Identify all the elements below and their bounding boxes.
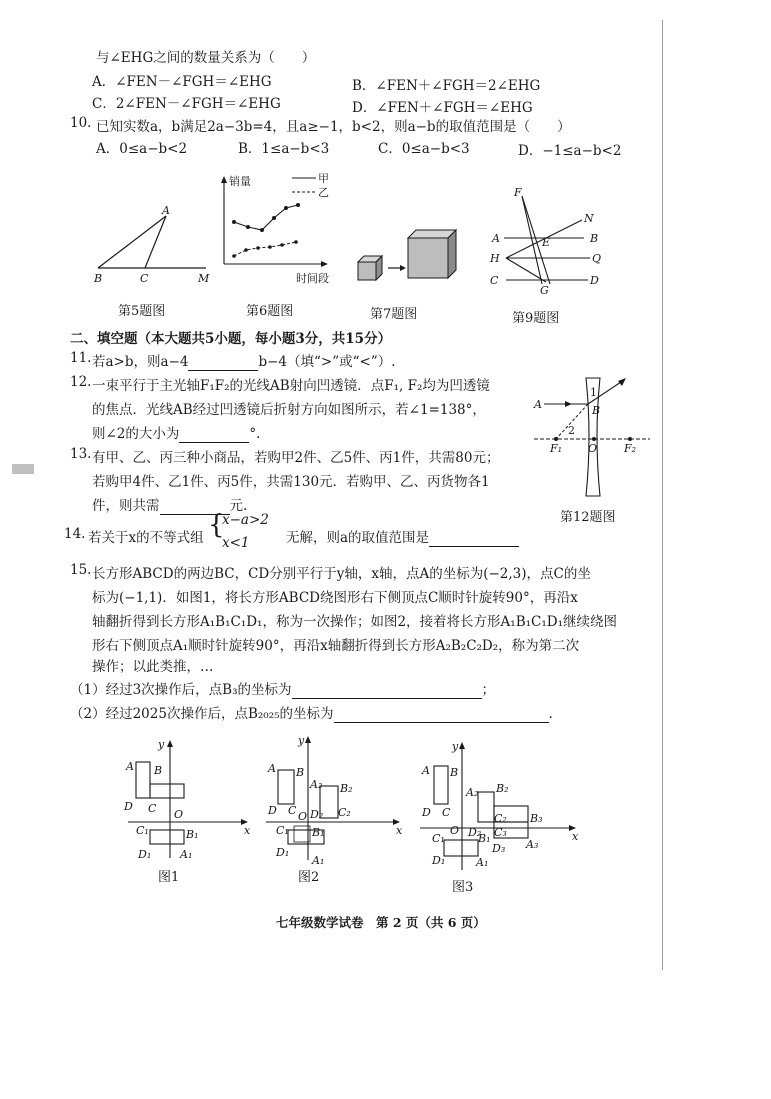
fig9-label-q: Q xyxy=(592,252,602,265)
section2-title: 二、填空题（本大题共5小题，每小题3分，共15分） xyxy=(70,331,392,347)
fig5-label-b: B xyxy=(94,272,103,285)
fig7-caption: 第7题图 xyxy=(370,307,418,322)
q13-line3-post: 元. xyxy=(229,498,248,514)
q10-number: 10. xyxy=(70,115,92,131)
fig9-caption: 第9题图 xyxy=(512,311,560,326)
q14-ineq2: x<1 xyxy=(222,535,250,551)
q11-text xyxy=(92,350,396,371)
svg-text:B₁: B₁ xyxy=(478,832,491,845)
fig9-label-g: G xyxy=(540,284,549,296)
q9-option-a: A．∠FEN－∠FGH＝∠EHG xyxy=(92,74,272,90)
q15-fig3-caption: 图3 xyxy=(452,880,474,895)
fig6-caption: 第6题图 xyxy=(246,304,294,319)
fig9-label-n: N xyxy=(584,212,594,225)
svg-text:A₃: A₃ xyxy=(526,838,539,851)
fig9-label-h: H xyxy=(490,252,500,265)
svg-text:D: D xyxy=(268,804,277,817)
svg-text:y: y xyxy=(298,734,305,747)
q14-brace: { xyxy=(208,510,225,540)
svg-text:D: D xyxy=(422,806,431,819)
fig12-label-f2: F₂ xyxy=(624,442,637,455)
q15-sub2 xyxy=(70,702,553,723)
fig6-xlabel: 时间段 xyxy=(296,272,329,285)
svg-text:A₂: A₂ xyxy=(466,786,479,799)
svg-text:C: C xyxy=(442,806,451,819)
svg-text:D₁: D₁ xyxy=(432,854,446,867)
q14-post: 无解，则a的取值范围是 xyxy=(286,530,430,546)
fig9-label-c: C xyxy=(490,274,499,287)
fig9-label-e: E xyxy=(542,236,551,249)
svg-text:D₂: D₂ xyxy=(310,808,324,821)
svg-text:A: A xyxy=(268,762,276,775)
svg-text:C₁: C₁ xyxy=(136,824,149,837)
q15-fig1-caption: 图1 xyxy=(158,870,180,885)
svg-text:B: B xyxy=(296,766,305,779)
q11-text-post: b−4（填“>”或“<”）. xyxy=(258,354,396,370)
q15-line5: 操作；以此类推，… xyxy=(92,659,214,675)
svg-text:B: B xyxy=(154,764,163,777)
q12-line1: 一束平行于主光轴F₁F₂的光线AB射向凹透镜．点F₁, F₂均为凹透镜 xyxy=(92,378,490,394)
svg-text:C₁: C₁ xyxy=(432,832,445,845)
q15-sub1-blank xyxy=(292,682,482,699)
svg-text:B₂: B₂ xyxy=(496,782,509,795)
fig12-label-a: A xyxy=(534,398,542,411)
q15-line4: 形右下侧顶点A₁顺时针旋转90°，再沿x轴翻折得到长方形A₂B₂C₂D₂，称为第二次 xyxy=(92,638,580,654)
fig5-caption: 第5题图 xyxy=(118,304,166,319)
q15-fig2-caption: 图2 xyxy=(298,870,320,885)
q10-option-a: A．0≤a−b<2 xyxy=(96,141,188,157)
svg-text:y: y xyxy=(452,740,459,753)
fig9-label-a: A xyxy=(492,232,500,245)
q12-line3-pre: 则∠2的大小为 xyxy=(92,426,180,442)
q15-sub2-pre: （2）经过2025次操作后，点B₂₀₂₅的坐标为 xyxy=(70,706,334,722)
svg-text:A: A xyxy=(422,764,430,777)
svg-text:y: y xyxy=(158,738,165,751)
q12-line2: 的焦点．光线AB经过凹透镜后折射方向如图所示，若∠1=138°， xyxy=(92,402,486,418)
q13-line3-pre: 件，则共需 xyxy=(92,498,160,514)
fig9-label-f: F xyxy=(514,186,522,199)
svg-text:B₁: B₁ xyxy=(186,828,199,841)
q14-blank xyxy=(429,530,519,547)
fig5-label-a: A xyxy=(162,204,170,217)
q13-line2: 若购甲4件、乙1件、丙5件，共需130元．若购甲、乙、丙货物各1 xyxy=(92,474,490,490)
q15-sub1 xyxy=(70,678,495,699)
svg-text:B: B xyxy=(450,766,459,779)
page-footer: 七年级数学试卷 第 2 页（共 6 页） xyxy=(276,915,486,930)
fig9-label-b: B xyxy=(590,232,599,245)
q12-number: 12. xyxy=(70,374,92,390)
svg-text:C₂: C₂ xyxy=(494,812,507,825)
q15-sub1-pre: （1）经过3次操作后，点B₃的坐标为 xyxy=(70,682,292,698)
q14-pre: 若关于x的不等式组 xyxy=(88,530,204,546)
svg-text:x: x xyxy=(396,824,403,837)
q15-line2: 标为(−1,1)．如图1，将长方形ABCD绕图形右下侧顶点C顺时针旋转90°，再沿x xyxy=(92,590,578,606)
fig6-legend-a: 甲 xyxy=(318,172,329,185)
svg-text:O: O xyxy=(174,808,184,821)
svg-text:A₁: A₁ xyxy=(476,856,489,869)
page-edge-line xyxy=(662,20,663,970)
svg-text:A₂: A₂ xyxy=(310,778,323,791)
q15-sub2-post: . xyxy=(548,706,553,722)
q9-option-d: D．∠FEN＋∠FGH＝∠EHG xyxy=(352,100,533,116)
q13-line1: 有甲、乙、丙三种小商品，若购甲2件、乙5件、丙1件，共需80元； xyxy=(92,450,500,466)
fig12-label-b: B xyxy=(592,404,601,417)
svg-text:A: A xyxy=(126,760,134,773)
svg-text:O: O xyxy=(450,824,460,837)
q15-sub2-blank xyxy=(334,706,549,723)
fig6-legend-b: 乙 xyxy=(318,186,329,199)
q10-option-c: C．0≤a−b<3 xyxy=(378,141,470,157)
svg-text:C₂: C₂ xyxy=(338,806,351,819)
q12-line3 xyxy=(92,422,270,443)
q12-blank xyxy=(179,426,249,443)
q12-line3-post: °． xyxy=(249,426,270,442)
q14-post-wrap xyxy=(286,526,519,547)
q9-option-c: C．2∠FEN－∠FGH＝∠EHG xyxy=(92,96,281,112)
q11-number: 11. xyxy=(70,350,92,366)
svg-text:B₁: B₁ xyxy=(312,826,325,839)
svg-text:A₁: A₁ xyxy=(312,854,325,864)
svg-text:x: x xyxy=(572,830,579,843)
svg-text:D₃: D₃ xyxy=(492,842,506,855)
svg-text:C: C xyxy=(288,804,297,817)
q9-option-b: B．∠FEN＋∠FGH＝2∠EHG xyxy=(352,78,541,94)
fig9-label-d: D xyxy=(590,274,599,287)
svg-text:O: O xyxy=(298,810,308,823)
fig5-label-c: C xyxy=(140,272,149,285)
q15-line3: 轴翻折得到长方形A₁B₁C₁D₁，称为一次操作；如图2，接着将长方形A₁B₁C₁D₁继续绕图 xyxy=(92,614,618,630)
q14-number: 14. xyxy=(64,526,86,542)
q10-option-d: D．−1≤a−b<2 xyxy=(518,143,622,159)
svg-text:D₁: D₁ xyxy=(138,848,152,861)
svg-text:C₃: C₃ xyxy=(494,826,507,839)
q11-blank xyxy=(188,354,258,371)
svg-text:B₂: B₂ xyxy=(340,782,353,795)
fig12-label-angle2: 2 xyxy=(568,424,575,437)
q15-sub1-post: ； xyxy=(481,682,496,698)
q14-ineq1: x−a>2 xyxy=(222,512,269,528)
svg-text:C: C xyxy=(148,802,157,815)
fig12-label-f1: F₁ xyxy=(550,442,563,455)
q13-number: 13. xyxy=(70,446,92,462)
svg-text:D₂: D₂ xyxy=(468,826,482,839)
q15-line1: 长方形ABCD的两边BC，CD分别平行于y轴，x轴，点A的坐标为(−2,3)，点C的坐 xyxy=(92,566,591,582)
svg-text:B₃: B₃ xyxy=(530,812,543,825)
svg-text:D: D xyxy=(124,800,133,813)
svg-text:x: x xyxy=(244,824,251,837)
q10-stem: 已知实数a，b满足2a−3b=4，且a≥−1，b<2，则a−b的取值范围是（ ） xyxy=(96,119,571,135)
q10-option-b: B．1≤a−b<3 xyxy=(238,141,330,157)
svg-text:A₁: A₁ xyxy=(180,848,193,861)
fig5-label-m: M xyxy=(198,272,210,285)
fig12-caption: 第12题图 xyxy=(560,510,616,525)
q11-text-pre: 若a>b，则a−4 xyxy=(92,354,189,370)
fig12-label-o: O xyxy=(588,442,598,455)
q9-stem: 与∠EHG之间的数量关系为（ ） xyxy=(96,50,316,66)
fig12-label-angle1: 1 xyxy=(590,386,597,399)
svg-text:D₁: D₁ xyxy=(276,846,290,859)
scan-smudge xyxy=(12,464,34,474)
svg-text:C₁: C₁ xyxy=(276,824,289,837)
fig6-ylabel: 销量 xyxy=(229,175,251,188)
q15-number: 15. xyxy=(70,562,92,578)
